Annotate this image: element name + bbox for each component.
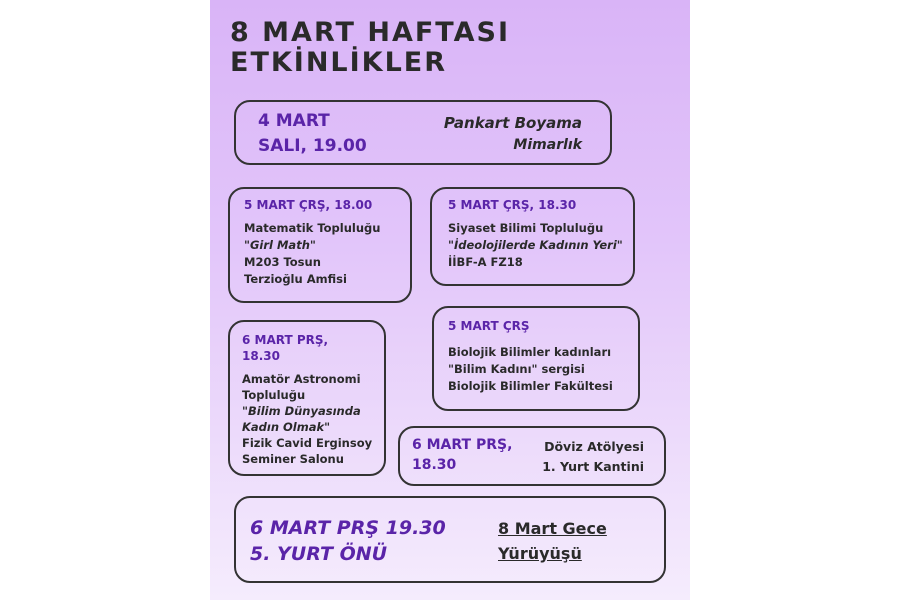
- event-card-ideolojiler: [430, 187, 635, 286]
- poster-title-line2: ETKİNLİKLER: [230, 47, 448, 78]
- event-place: M203 Tosun: [244, 255, 321, 269]
- event-place: Biolojik Bilimler Fakültesi: [448, 379, 613, 393]
- event-card-bilim-kadini: [432, 306, 640, 411]
- event-time: 18.30: [242, 349, 280, 363]
- event-date: 6 MART PRŞ 19.30: [250, 517, 446, 539]
- event-activity: 8 Mart Gece: [498, 519, 607, 538]
- event-name: Kadın Olmak": [242, 420, 331, 434]
- event-organizer: Topluluğu: [242, 388, 306, 402]
- poster-title-line1: 8 MART HAFTASI: [230, 17, 510, 48]
- event-activity: Pankart Boyama: [443, 114, 582, 132]
- event-description: Biolojik Bilimler kadınları: [448, 345, 612, 359]
- event-date: 6 MART PRŞ,: [412, 437, 513, 453]
- event-date: 5 MART ÇRŞ, 18.30: [448, 198, 577, 212]
- event-card-gece-yuruyusu: [234, 496, 666, 583]
- event-place: Terzioğlu Amfisi: [244, 272, 347, 286]
- event-time: 18.30: [412, 457, 457, 473]
- event-date: 6 MART PRŞ,: [242, 333, 329, 347]
- event-place: Mimarlık: [513, 137, 582, 153]
- event-poster: [210, 0, 690, 600]
- event-name: "Bilim Kadını" sergisi: [448, 362, 585, 376]
- event-date: 5 MART ÇRŞ, 18.00: [244, 198, 373, 212]
- event-activity: Yürüyüşü: [498, 544, 582, 563]
- event-card-girl-math: [228, 187, 412, 303]
- event-date: 5 MART ÇRŞ: [448, 319, 530, 333]
- event-time: SALI, 19.00: [258, 136, 367, 156]
- event-place: 5. YURT ÖNÜ: [250, 543, 388, 565]
- event-name: "Girl Math": [244, 238, 316, 252]
- event-name: "İdeolojilerde Kadının Yeri": [448, 238, 623, 252]
- event-organizer: Matematik Topluluğu: [244, 221, 381, 235]
- event-place: İİBF-A FZ18: [448, 255, 523, 269]
- event-organizer: Siyaset Bilimi Topluluğu: [448, 221, 604, 235]
- event-activity: Döviz Atölyesi: [544, 439, 644, 454]
- event-place: Seminer Salonu: [242, 452, 344, 466]
- event-place: 1. Yurt Kantini: [542, 459, 644, 474]
- event-name: "Bilim Dünyasında: [242, 404, 361, 418]
- event-organizer: Amatör Astronomi: [242, 372, 361, 386]
- event-card-pankart: [234, 100, 612, 165]
- event-date: 4 MART: [258, 111, 330, 131]
- event-card-doviz: [398, 426, 666, 486]
- event-place: Fizik Cavid Erginsoy: [242, 436, 373, 450]
- event-card-astronomi: [228, 320, 386, 476]
